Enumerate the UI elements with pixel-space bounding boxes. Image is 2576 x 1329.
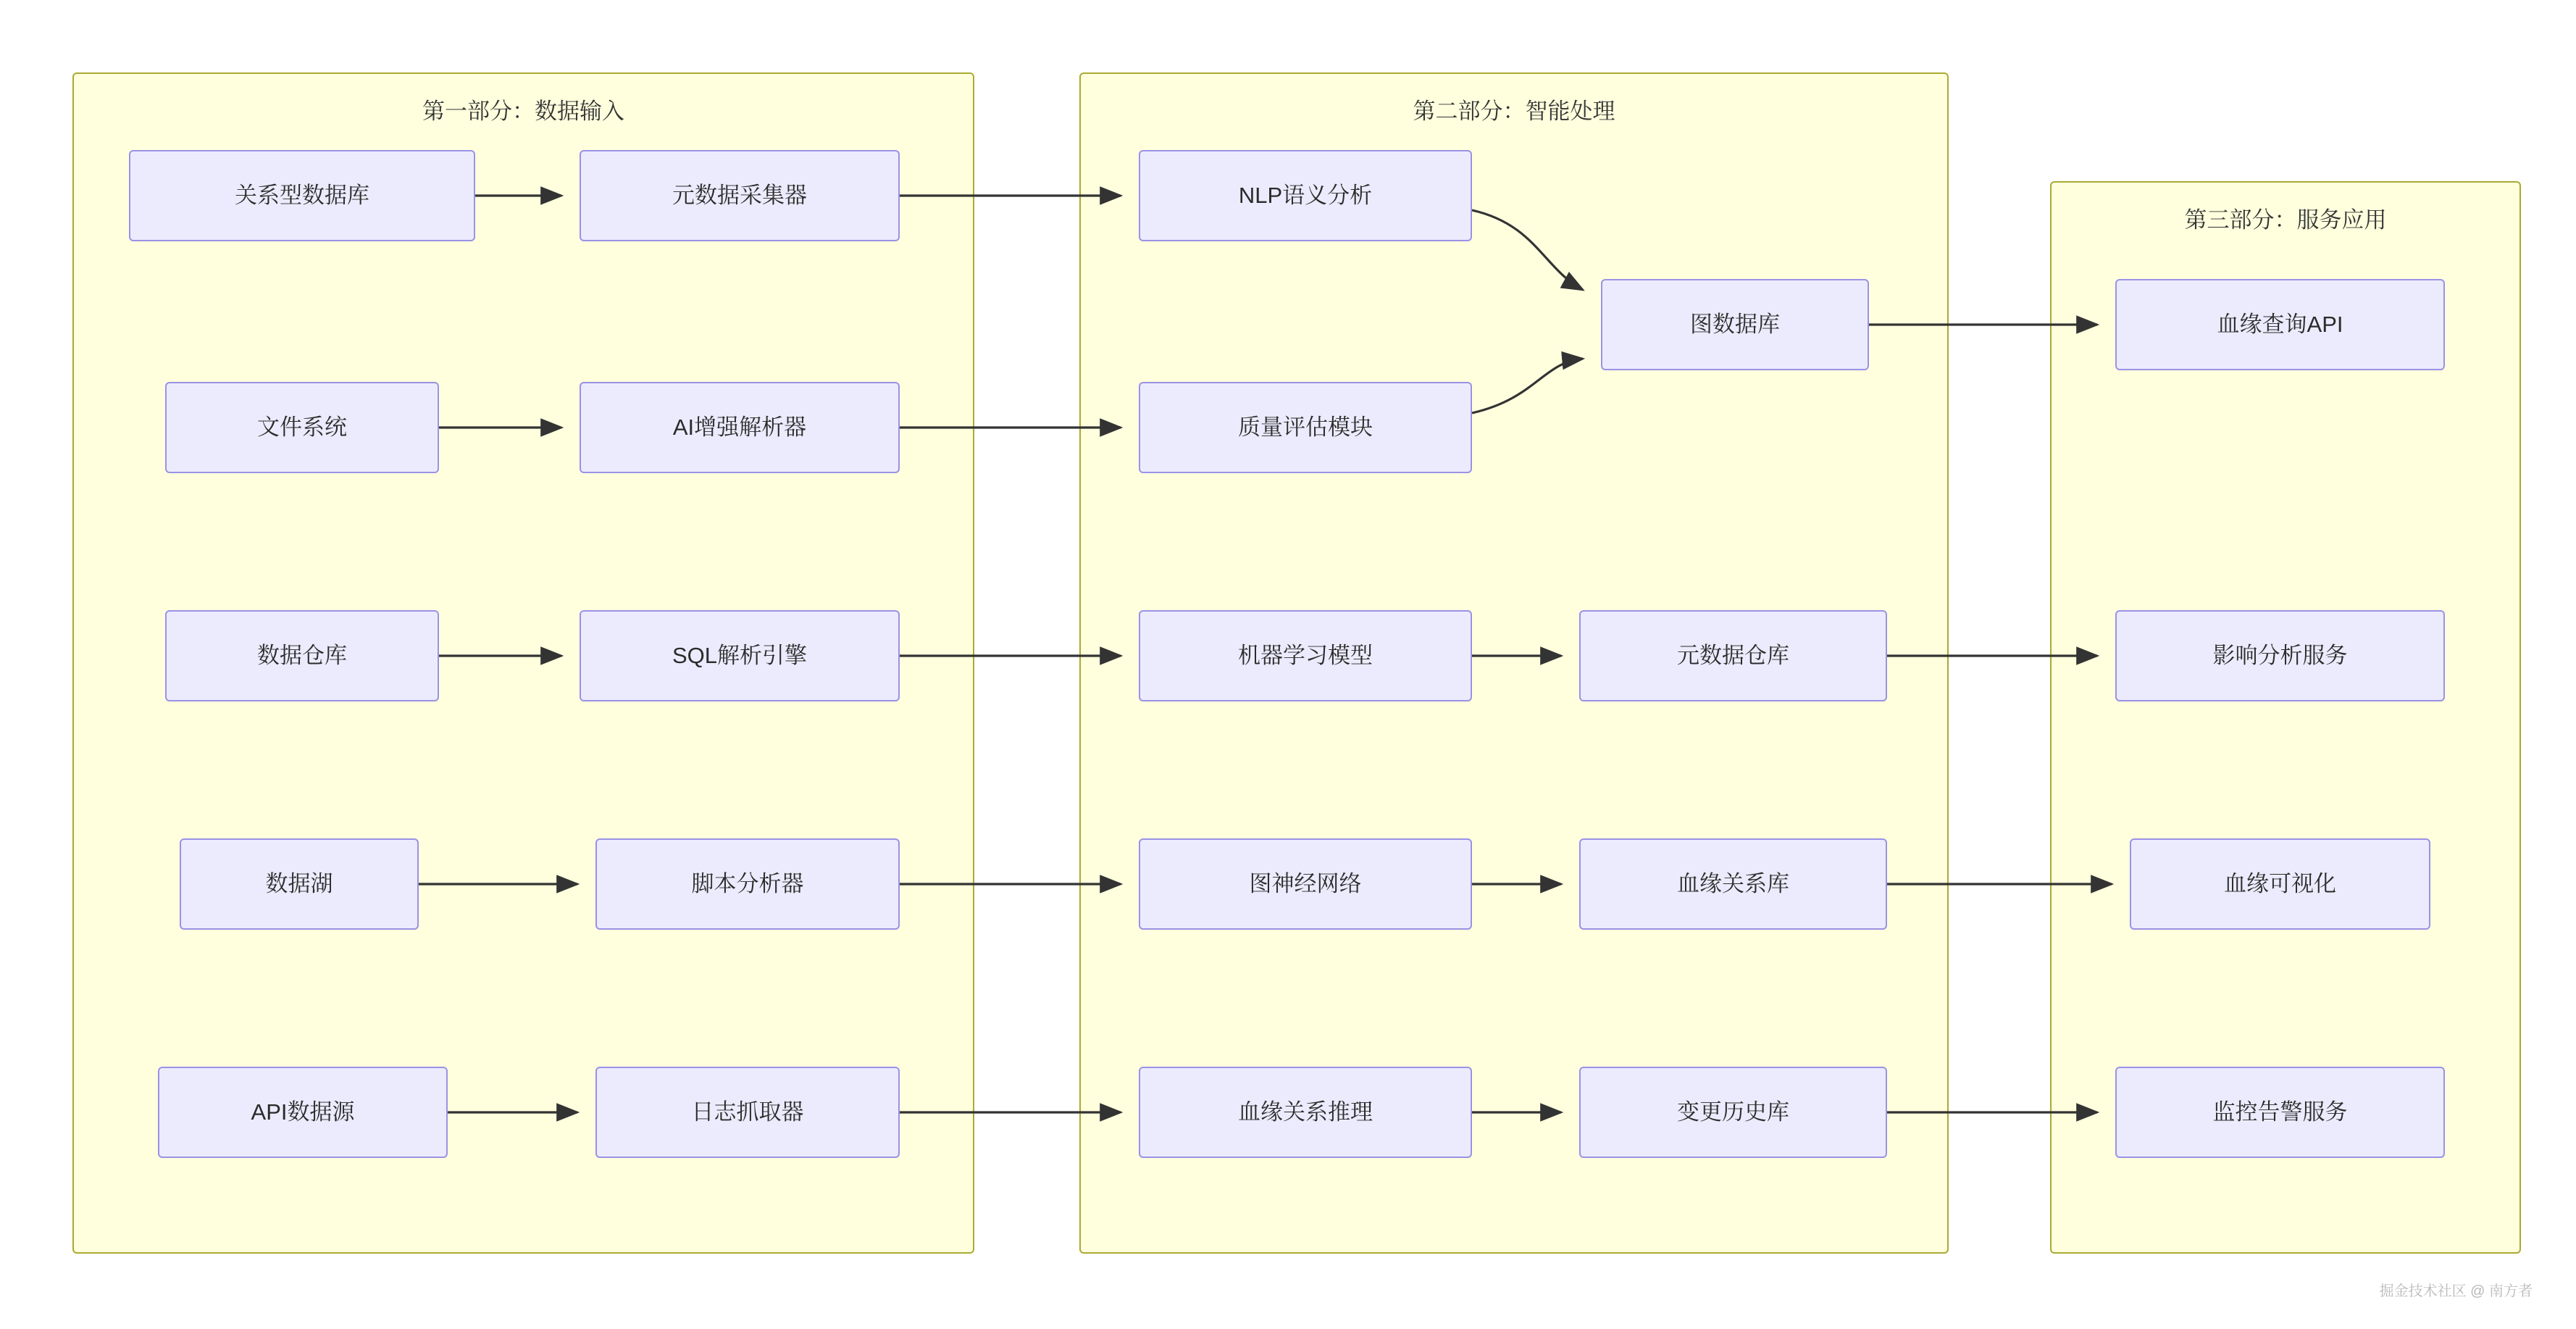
node-label: 数据湖 <box>265 871 333 897</box>
node-label: 影响分析服务 <box>2212 643 2348 669</box>
node-relational-database[interactable] <box>129 150 475 241</box>
watermark-text: 掘金技术社区 @ 南方者 <box>2379 1283 2533 1299</box>
node-ai-enhanced-parser[interactable] <box>580 382 900 473</box>
node-machine-learning-model[interactable] <box>1139 610 1472 701</box>
node-label: AI增强解析器 <box>672 414 807 441</box>
node-file-system[interactable] <box>165 382 439 473</box>
node-lineage-visualization[interactable] <box>2130 838 2430 930</box>
node-script-analyzer[interactable] <box>595 838 900 930</box>
node-api-data-source[interactable] <box>158 1067 448 1158</box>
node-data-lake[interactable] <box>180 838 419 930</box>
node-label: 日志抓取器 <box>691 1099 804 1125</box>
node-label: 监控告警服务 <box>2212 1099 2348 1125</box>
node-label: 元数据仓库 <box>1677 643 1789 669</box>
node-lineage-query-api[interactable] <box>2115 279 2445 370</box>
node-label: 图数据库 <box>1690 312 1780 338</box>
cluster-title-data-input: 第一部分：数据输入 <box>422 99 624 124</box>
node-label: 关系型数据库 <box>235 183 369 209</box>
node-metadata-warehouse[interactable] <box>1579 610 1887 701</box>
node-change-history-store[interactable] <box>1579 1067 1887 1158</box>
node-label: 血缘关系推理 <box>1238 1099 1373 1125</box>
node-monitoring-alert-service[interactable] <box>2115 1067 2445 1158</box>
node-label: 变更历史库 <box>1677 1099 1789 1125</box>
node-label: 血缘可视化 <box>2224 871 2336 897</box>
node-label: 血缘查询API <box>2217 312 2343 338</box>
node-label: NLP语义分析 <box>1238 183 1373 209</box>
node-impact-analysis-service[interactable] <box>2115 610 2445 701</box>
cluster-title-intelligent-processing: 第二部分：智能处理 <box>1413 99 1615 124</box>
node-graph-database[interactable] <box>1601 279 1869 370</box>
node-label: 血缘关系库 <box>1677 871 1789 897</box>
node-label: 数据仓库 <box>257 643 347 669</box>
node-label: 图神经网络 <box>1249 871 1362 897</box>
node-nlp-semantic-analysis[interactable] <box>1139 150 1472 241</box>
node-label: 元数据采集器 <box>672 183 807 209</box>
node-lineage-inference[interactable] <box>1139 1067 1472 1158</box>
cluster-title-service-application: 第三部分：服务应用 <box>2184 207 2387 233</box>
node-label: API数据源 <box>251 1099 355 1125</box>
node-lineage-relation-store[interactable] <box>1579 838 1887 930</box>
node-graph-neural-network[interactable] <box>1139 838 1472 930</box>
node-label: 机器学习模型 <box>1238 643 1373 669</box>
node-label: 质量评估模块 <box>1238 414 1373 441</box>
node-metadata-collector[interactable] <box>580 150 900 241</box>
node-label: SQL解析引擎 <box>672 643 808 669</box>
node-data-warehouse[interactable] <box>165 610 439 701</box>
node-log-fetcher[interactable] <box>595 1067 900 1158</box>
node-label: 文件系统 <box>257 414 347 441</box>
node-sql-parsing-engine[interactable] <box>580 610 900 701</box>
node-label: 脚本分析器 <box>691 871 804 897</box>
node-quality-assessment-module[interactable] <box>1139 382 1472 473</box>
